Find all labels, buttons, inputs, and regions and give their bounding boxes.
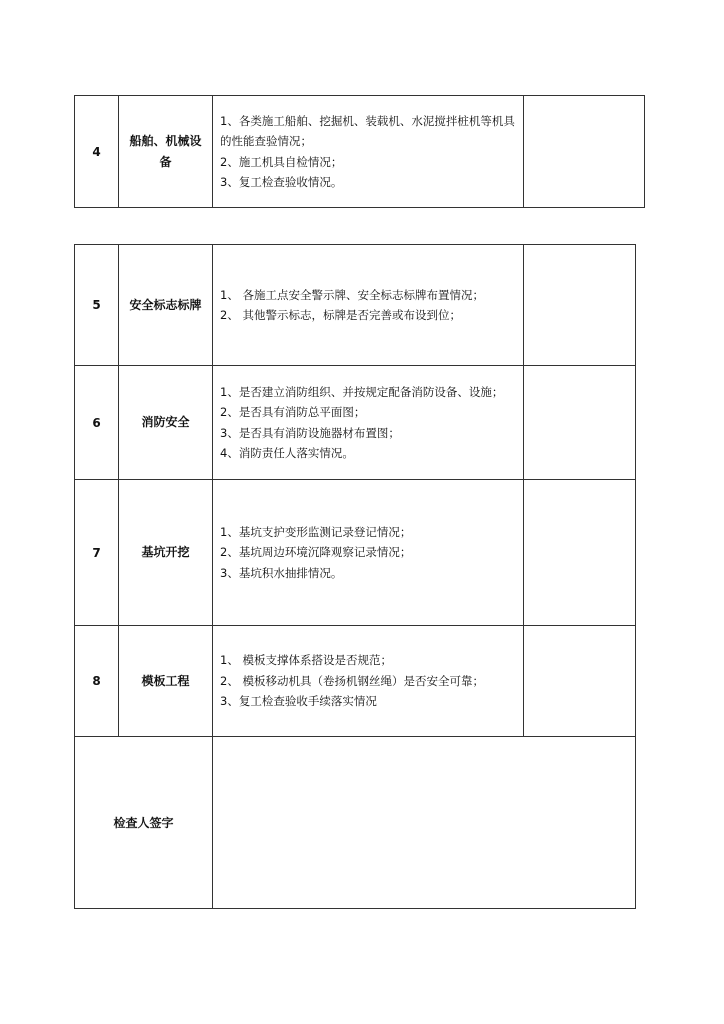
inspection-table-top bbox=[74, 95, 645, 208]
table-row bbox=[75, 96, 645, 208]
content-line: 4、消防责任人落实情况。 bbox=[220, 446, 354, 460]
item-name: 模板工程 bbox=[119, 626, 213, 737]
row-number: 4 bbox=[75, 96, 119, 208]
remark-cell[interactable] bbox=[524, 480, 636, 626]
content-line: 3、复工检查验收手续落实情况 bbox=[220, 694, 377, 709]
remark-cell[interactable] bbox=[524, 366, 636, 480]
inspection-table-bottom bbox=[74, 244, 636, 909]
content-line: 2、基坑周边环境沉降观察记录情况； bbox=[220, 545, 412, 560]
remark-cell[interactable] bbox=[524, 626, 636, 737]
item-name: 船舶、机械设备 bbox=[119, 96, 213, 208]
content-line: 2、 模板移动机具（卷扬机钢丝绳）是否安全可靠； bbox=[220, 673, 484, 688]
content-line: 3、复工检查验收情况。 bbox=[220, 175, 343, 189]
row-number: 5 bbox=[75, 245, 119, 366]
content-line: 2、 其他警示标志，标牌是否完善或布设到位； bbox=[220, 308, 461, 322]
item-content bbox=[213, 480, 524, 626]
signature-row bbox=[75, 737, 636, 909]
row-number: 7 bbox=[75, 480, 119, 626]
item-name: 消防安全 bbox=[119, 366, 213, 480]
item-content bbox=[213, 366, 524, 480]
table-row bbox=[75, 480, 636, 626]
table-row bbox=[75, 366, 636, 480]
content-line: 1、是否建立消防组织、并按规定配备消防设备、设施； bbox=[220, 384, 504, 399]
item-name: 基坑开挖 bbox=[119, 480, 213, 626]
item-content bbox=[213, 626, 524, 737]
item-content bbox=[213, 96, 524, 208]
content-line: 2、施工机具自检情况； bbox=[220, 154, 343, 169]
table-row bbox=[75, 245, 636, 366]
signature-label: 检查人签字 bbox=[75, 737, 213, 909]
content-line: 2、是否具有消防总平面图； bbox=[220, 405, 366, 419]
remark-cell[interactable] bbox=[524, 245, 636, 366]
signature-field[interactable] bbox=[213, 737, 636, 909]
remark-cell[interactable] bbox=[524, 96, 645, 208]
row-number: 8 bbox=[75, 626, 119, 737]
item-name: 安全标志标牌 bbox=[119, 245, 213, 366]
content-line: 1、 各施工点安全警示牌、安全标志标牌布置情况； bbox=[220, 287, 484, 302]
content-line: 1、各类施工船舶、挖掘机、装载机、水泥搅拌桩机等机具的性能查验情况； bbox=[220, 113, 515, 148]
table-row bbox=[75, 626, 636, 737]
content-line: 3、是否具有消防设施器材布置图； bbox=[220, 425, 400, 440]
content-line: 1、 模板支撑体系搭设是否规范； bbox=[220, 653, 392, 668]
item-content bbox=[213, 245, 524, 366]
content-line: 3、基坑积水抽排情况。 bbox=[220, 565, 343, 580]
content-line: 1、基坑支护变形监测记录登记情况； bbox=[220, 524, 412, 539]
row-number: 6 bbox=[75, 366, 119, 480]
